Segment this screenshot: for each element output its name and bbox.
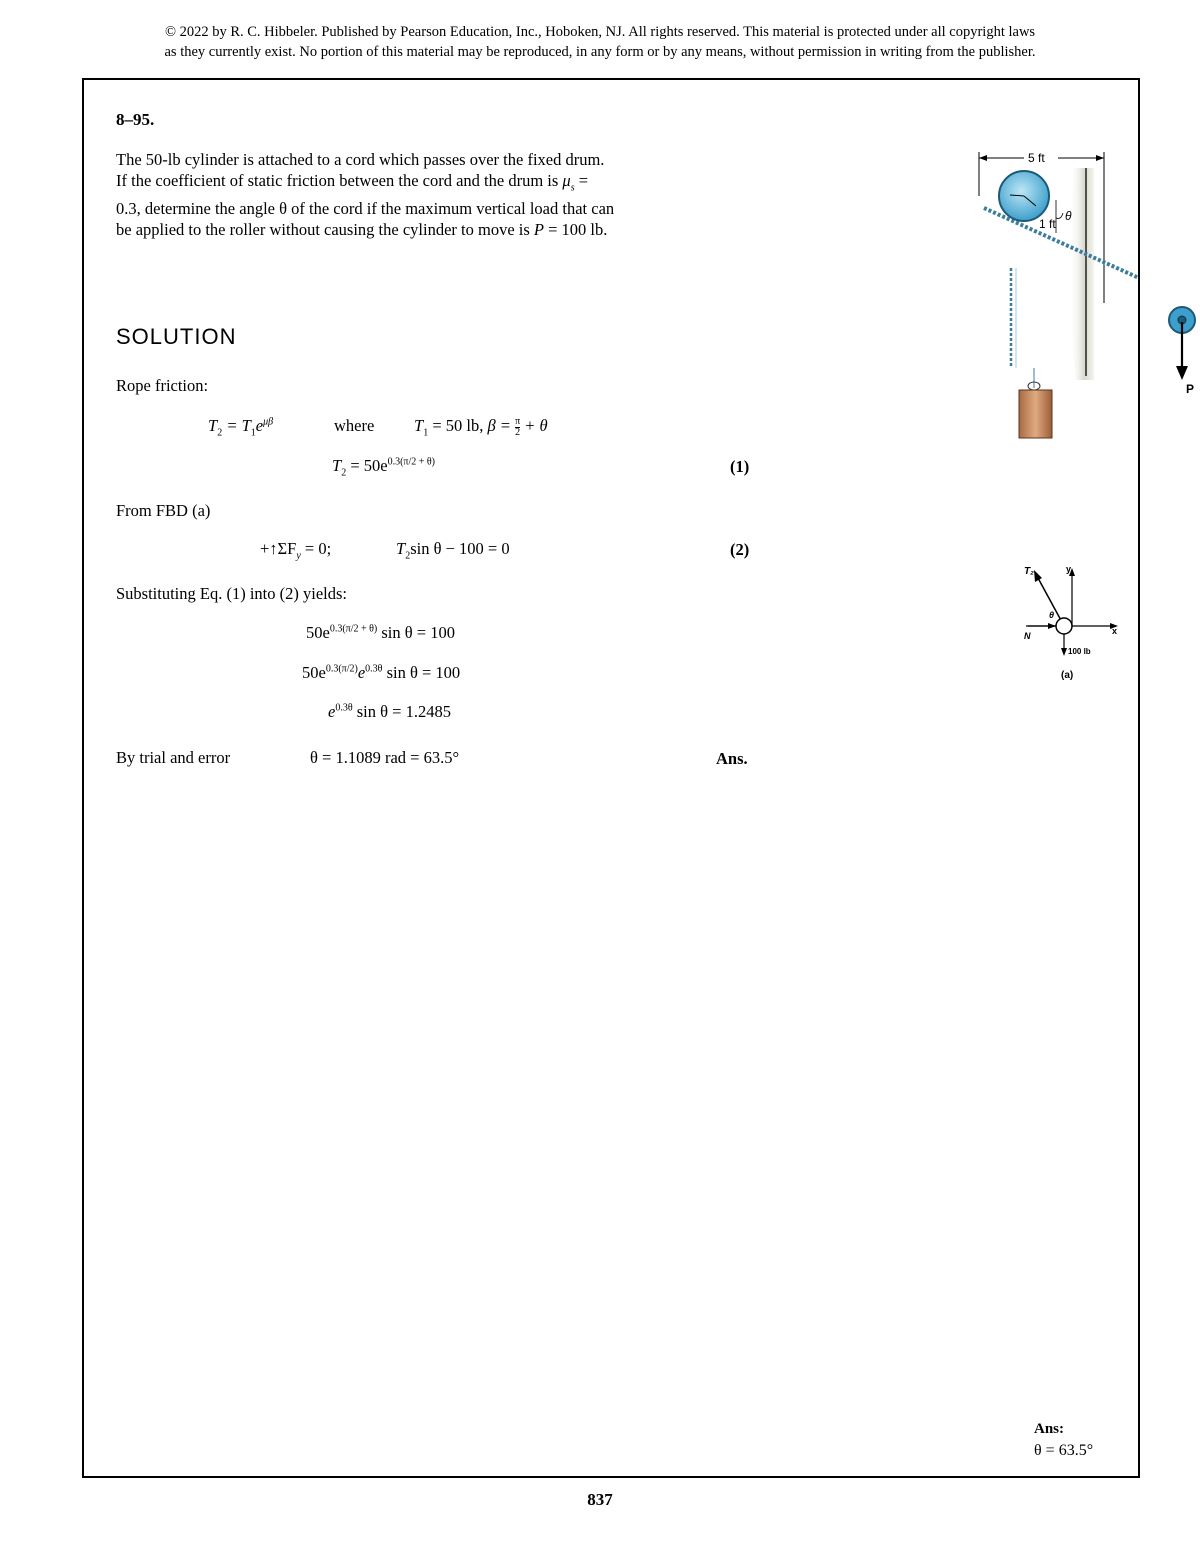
ans-marker: Ans. (716, 749, 748, 768)
where-label: where (334, 416, 375, 435)
given-values (414, 416, 548, 438)
fbd-x-label: x (1112, 626, 1118, 636)
dim-1ft-label: 1 ft (1039, 217, 1056, 231)
eq-main-mid-sub: 1 (250, 427, 256, 439)
equation-2-label: (2) (730, 540, 750, 559)
mu-symbol: μ (562, 171, 571, 190)
eq1-rhs: = 50e (346, 456, 388, 475)
cylinder (1019, 390, 1052, 438)
dim-arrow-right (1096, 155, 1104, 161)
fbd-caption: (a) (1061, 670, 1074, 681)
problem-text-part-2: = 0.3, determine the angle θ of the cord if the maximum vertical load that can be applied to the roller without causing the cylinder to move is (116, 171, 615, 240)
eq1-sub: 2 (341, 467, 347, 479)
problem-number: 8–95. (116, 110, 155, 129)
substituting-label: Substituting Eq. (1) into (2) yields: (116, 584, 347, 603)
eq2-lhs: +↑ΣF (260, 539, 297, 558)
step3-a: e (328, 702, 336, 721)
eq2-lhs-sub: y (296, 550, 301, 562)
solution-frame (82, 78, 1195, 1478)
eq2-T-sub: 2 (405, 550, 411, 562)
substitution-step-2 (302, 663, 460, 683)
cord-inclined (984, 208, 1139, 278)
eq-main-e: e (255, 416, 264, 435)
equation-1-label: (1) (730, 457, 750, 476)
page-number: 837 (587, 1490, 613, 1509)
substitution-step-1 (306, 623, 455, 643)
copyright-line-1: © 2022 by R. C. Hibbeler. Published by Pearson Education, Inc., Hoboken, NJ. All rights reserved. This material is protected under all copyright laws (164, 24, 1036, 40)
step1-exp: 0.3(π/2 + θ) (329, 623, 378, 635)
eq-main-lhs: T (208, 416, 218, 435)
copyright-notice (60, 22, 1140, 62)
step2-exp2: 0.3θ (365, 663, 383, 675)
equation-1 (332, 456, 435, 478)
eq-main-exp: μβ (263, 416, 274, 428)
given-pi-den: 2 (515, 426, 521, 438)
equation-2-lhs (260, 539, 331, 561)
dim-arrow-left (979, 155, 987, 161)
wall (1069, 168, 1094, 380)
given-T1-value: = 50 lb, (428, 416, 484, 435)
solution-heading: SOLUTION (116, 324, 237, 349)
dim-5ft-label: 5 ft (1028, 151, 1045, 165)
step2-b: sin θ = 100 (382, 663, 461, 682)
eq1-T: T (332, 456, 342, 475)
copyright-line-2: as they currently exist. No portion of this material may be reproduced, in any form or by any means, without permission in writing from the publisher. (164, 44, 1036, 60)
fbd-tension-label: T₂ (1024, 566, 1034, 577)
step1-b: sin θ = 100 (377, 623, 455, 642)
given-beta: β = (487, 416, 516, 435)
answer-box-value: θ = 63.5° (1034, 1442, 1094, 1459)
equation-capstan (208, 416, 273, 438)
problem-statement (116, 149, 616, 240)
load-symbol: P (533, 220, 544, 240)
fbd-weight-label: 100 lb (1068, 647, 1091, 656)
problem-text-part-1: The 50-lb cylinder is attached to a cord which passes over the fixed drum. If the coefficient of static friction between the cord and the drum is (116, 150, 605, 190)
fbd-y-label: y (1066, 564, 1072, 574)
substitution-step-3 (328, 702, 451, 722)
load-value: = 100 lb. (544, 220, 608, 240)
given-T1-sub: 1 (423, 427, 429, 439)
fbd-normal-label: N (1024, 631, 1031, 641)
step3-b: sin θ = 1.2485 (352, 702, 451, 721)
rope-friction-label: Rope friction: (116, 376, 209, 395)
problem-figure (924, 138, 1195, 396)
fbd-label: From FBD (a) (116, 501, 211, 520)
given-pi-num: π (515, 415, 521, 427)
trial-error-label: By trial and error (116, 748, 231, 767)
angle-theta-label: θ (1065, 209, 1072, 223)
fbd-roller (1056, 618, 1072, 634)
step2-e: e (357, 663, 366, 682)
fbd-angle-label: θ (1049, 610, 1055, 620)
step3-exp: 0.3θ (335, 702, 353, 714)
eq-main-lhs-sub: 2 (217, 427, 223, 439)
eq2-lhs-end: = 0; (300, 539, 332, 558)
given-plus-theta: + θ (520, 416, 548, 435)
given-T1: T (414, 416, 424, 435)
mu-subscript: s (570, 182, 575, 194)
result-equation: θ = 1.1089 rad = 63.5° (310, 748, 460, 767)
eq-main-mid: = T (222, 416, 251, 435)
answer-box-label: Ans: (1034, 1421, 1065, 1437)
load-p-label: P (1186, 382, 1195, 396)
free-body-diagram (1014, 558, 1124, 688)
eq2-T: T (396, 539, 406, 558)
step2-exp1: 0.3(π/2) (325, 663, 358, 675)
eq2-rhs: sin θ − 100 = 0 (410, 539, 510, 558)
equation-2-rhs (396, 539, 510, 561)
step1-a: 50e (306, 623, 330, 642)
step2-a: 50e (302, 663, 326, 682)
eq1-exp: 0.3(π/2 + θ) (387, 456, 435, 468)
